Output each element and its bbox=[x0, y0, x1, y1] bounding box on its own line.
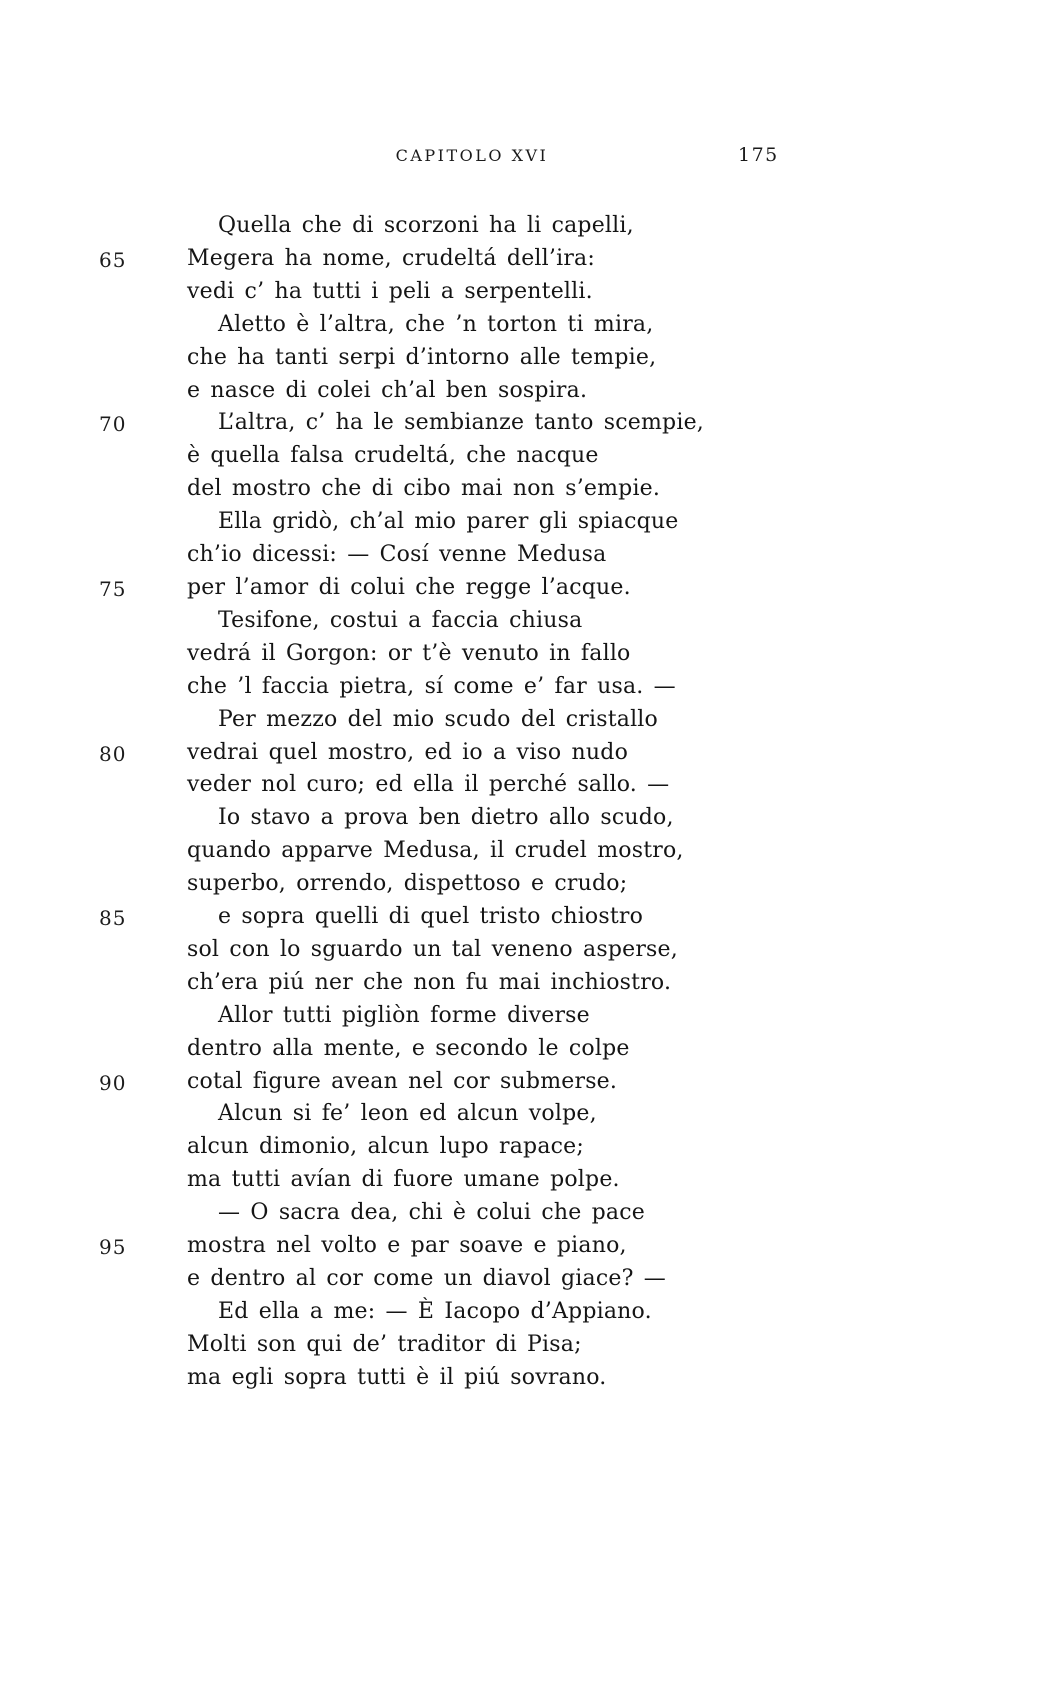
verse-text: Tesifone, costui a faccia chiusa bbox=[218, 607, 583, 633]
verse-text: Allor tutti pigliòn forme diverse bbox=[218, 1002, 590, 1028]
verse-text: e dentro al cor come un diavol giace? — bbox=[187, 1266, 666, 1291]
verse-line bbox=[99, 870, 839, 903]
verse-text: Megera ha nome, crudeltá dell’ira: bbox=[187, 245, 595, 271]
verse-text: veder nol curo; ed ella il perché sallo. — bbox=[187, 772, 670, 798]
verse-line bbox=[99, 640, 839, 673]
verse-text: ch’io dicessi: — Cosí venne Medusa bbox=[187, 542, 607, 568]
verse-line bbox=[99, 1265, 839, 1298]
verse-text: mostra nel volto e par soave e piano, bbox=[187, 1233, 627, 1259]
verse-line bbox=[99, 771, 839, 804]
poem-text-block bbox=[99, 212, 839, 1397]
verse-line bbox=[99, 706, 839, 739]
verse-text: vedrai quel mostro, ed io a viso nudo bbox=[187, 739, 629, 765]
verse-text: ma egli sopra tutti è il piú sovrano. bbox=[187, 1364, 607, 1390]
verse-text: sol con lo sguardo un tal veneno asperse, bbox=[187, 936, 678, 962]
verse-text: Molti son qui de’ traditor di Pisa; bbox=[187, 1331, 582, 1357]
verse-number: 85 bbox=[99, 906, 127, 931]
verse-text: vedrá il Gorgon: or t’è venuto in fallo bbox=[187, 640, 631, 666]
verse-text: Quella che di scorzoni ha li capelli, bbox=[218, 213, 634, 238]
verse-number: 65 bbox=[99, 247, 127, 272]
verse-text: — O sacra dea, chi è colui che pace bbox=[218, 1200, 645, 1226]
verse-text: superbo, orrendo, dispettoso e crudo; bbox=[187, 871, 628, 897]
verse-text: che ha tanti serpi d’intorno alle tempie, bbox=[187, 344, 657, 370]
verse-text: Per mezzo del mio scudo del cristallo bbox=[218, 706, 658, 732]
verse-line bbox=[99, 1232, 839, 1265]
verse-number: 95 bbox=[99, 1235, 127, 1260]
verse-line bbox=[99, 278, 839, 311]
verse-line bbox=[99, 1002, 839, 1035]
verse-line bbox=[99, 344, 839, 377]
verse-number: 70 bbox=[99, 412, 127, 437]
verse-line bbox=[99, 1364, 839, 1397]
verse-text: cotal figure avean nel cor submerse. bbox=[187, 1068, 618, 1094]
verse-line bbox=[99, 377, 839, 410]
verse-text: quando apparve Medusa, il crudel mostro, bbox=[187, 838, 684, 864]
verse-text: L’altra, c’ ha le sembianze tanto scempie, bbox=[218, 410, 704, 436]
verse-line bbox=[99, 1199, 839, 1232]
page-number: 175 bbox=[738, 144, 779, 166]
verse-text: alcun dimonio, alcun lupo rapace; bbox=[187, 1134, 584, 1160]
verse-number: 80 bbox=[99, 741, 127, 766]
verse-line bbox=[99, 1068, 839, 1101]
verse-line bbox=[99, 409, 839, 442]
verse-line bbox=[99, 607, 839, 640]
verse-text: Alcun si fe’ leon ed alcun volpe, bbox=[218, 1101, 597, 1127]
verse-text: ch’era piú ner che non fu mai inchiostro. bbox=[187, 969, 672, 995]
verse-line bbox=[99, 541, 839, 574]
verse-text: e sopra quelli di quel tristo chiostro bbox=[218, 904, 644, 930]
verse-line bbox=[99, 508, 839, 541]
verse-line bbox=[99, 969, 839, 1002]
chapter-heading: CAPITOLO XVI bbox=[395, 146, 549, 165]
verse-line bbox=[99, 837, 839, 870]
verse-line bbox=[99, 1298, 839, 1331]
verse-line bbox=[99, 739, 839, 772]
verse-text: e nasce di colei ch’al ben sospira. bbox=[187, 377, 588, 403]
verse-line bbox=[99, 574, 839, 607]
verse-line bbox=[99, 311, 839, 344]
verse-line bbox=[99, 903, 839, 936]
verse-text: Ed ella a me: — È Iacopo d’Appiano. bbox=[218, 1298, 652, 1324]
verse-line bbox=[99, 212, 839, 245]
verse-text: del mostro che di cibo mai non s’empie. bbox=[187, 476, 661, 502]
verse-line bbox=[99, 1100, 839, 1133]
verse-text: Ella gridò, ch’al mio parer gli spiacque bbox=[218, 509, 679, 535]
verse-line bbox=[99, 1035, 839, 1068]
verse-number: 75 bbox=[99, 576, 127, 601]
verse-text: che ’l faccia pietra, sí come e’ far usa. — bbox=[187, 673, 676, 699]
verse-line bbox=[99, 1133, 839, 1166]
verse-text: ma tutti avían di fuore umane polpe. bbox=[187, 1167, 620, 1193]
verse-text: per l’amor di colui che regge l’acque. bbox=[187, 574, 631, 600]
verse-line bbox=[99, 442, 839, 475]
verse-text: Aletto è l’altra, che ’n torton ti mira, bbox=[218, 311, 654, 337]
verse-line bbox=[99, 673, 839, 706]
verse-number: 90 bbox=[99, 1070, 127, 1095]
verse-line bbox=[99, 245, 839, 278]
verse-line bbox=[99, 475, 839, 508]
verse-line bbox=[99, 804, 839, 837]
verse-line bbox=[99, 936, 839, 969]
verse-text: dentro alla mente, e secondo le colpe bbox=[187, 1035, 630, 1061]
verse-text: vedi c’ ha tutti i peli a serpentelli. bbox=[187, 278, 593, 304]
verse-text: Io stavo a prova ben dietro allo scudo, bbox=[218, 805, 674, 831]
verse-line bbox=[99, 1166, 839, 1199]
verse-line bbox=[99, 1331, 839, 1364]
verse-text: è quella falsa crudeltá, che nacque bbox=[187, 443, 599, 469]
